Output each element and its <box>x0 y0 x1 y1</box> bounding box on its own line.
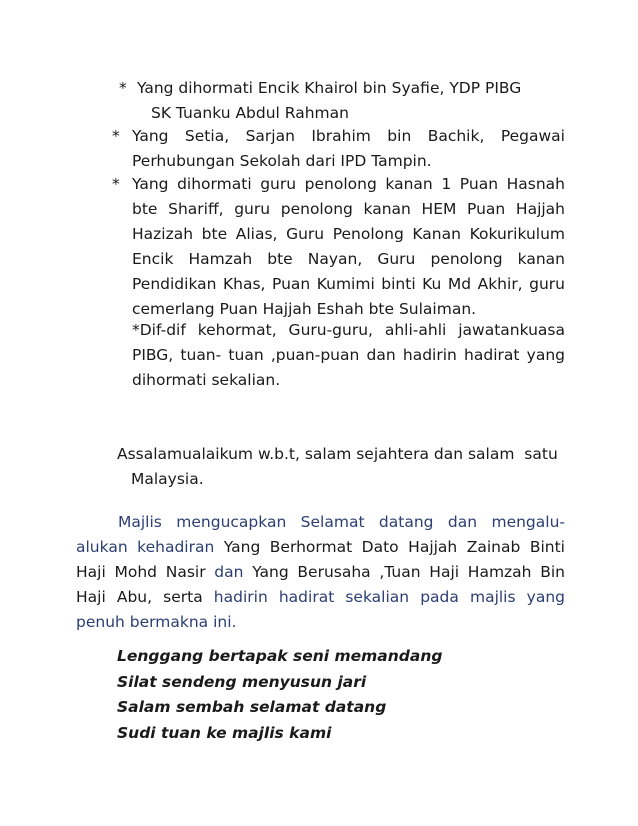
bullet-marker: * <box>112 175 120 193</box>
pantun-line: Lenggang bertapak seni memandang <box>117 647 443 665</box>
welcome-connector: dan <box>205 563 253 581</box>
salam-paragraph <box>117 442 565 492</box>
greeting-text-line: SK Tuanku Abdul Rahman <box>151 104 349 122</box>
greeting-text-line: Yang dihormati Encik Khairol bin Syafie, YDP PIBG <box>137 79 522 97</box>
pantun-line: Salam sembah selamat datang <box>117 698 387 716</box>
greeting-bullet-ydp-pibg <box>119 76 565 126</box>
welcome-closing: hadirin hadirat sekalian pada majlis yang penuh bermakna ini. <box>76 588 565 631</box>
salam-line-2: Malaysia. <box>131 470 204 488</box>
salam-line-1: Assalamualaikum w.b.t, salam sejahtera dan salam satu <box>117 445 558 463</box>
pantun-line: Silat sendeng menyusun jari <box>117 672 367 691</box>
greeting-bullet-sarjan <box>112 124 565 174</box>
vip-name-dato: Yang Berhormat Dato Hajjah Zainab Binti Haji Mohd Nasir <box>76 538 565 581</box>
welcome-paragraph <box>76 510 565 635</box>
greeting-text: Yang Setia, Sarjan Ibrahim bin Bachik, Pegawai Perhubungan Sekolah dari IPD Tampin. <box>132 127 565 170</box>
pantun-verse <box>117 644 537 746</box>
bullet-marker: * <box>119 79 127 97</box>
greeting-text: Yang dihormati guru penolong kanan 1 Puan Hasnah bte Shariff, guru penolong kanan HEM Puan Hajjah Hazizah bte Alias, Guru Penolong Kanan Kokurikulum Encik Hamzah bte Nayan, Guru penolong kanan Pendidikan Khas, Puan Kumimi binti Ku Md Akhir, guru cemerlang Puan Hajjah Eshah bte Sulaiman. <box>132 175 565 318</box>
pantun-line: Sudi tuan ke majlis kami <box>117 723 332 742</box>
greeting-bullet-guru-penolong <box>112 172 565 322</box>
welcome-serta: , serta <box>147 588 203 606</box>
vip-name-tuan-haji: Yang Berusaha ,Tuan Haji Hamzah Bin Haji Abu <box>76 563 565 606</box>
welcome-text: Majlis mengucapkan Selamat datang dan mengalu-alukan kehadiran <box>76 513 565 556</box>
dif-dif-paragraph: *Dif-dif kehormat, Guru-guru, ahli-ahli jawatankuasa PIBG, tuan- tuan ,puan-puan dan hadirin hadirat yang dihormati sekalian. <box>132 321 565 389</box>
bullet-marker: * <box>112 127 120 145</box>
